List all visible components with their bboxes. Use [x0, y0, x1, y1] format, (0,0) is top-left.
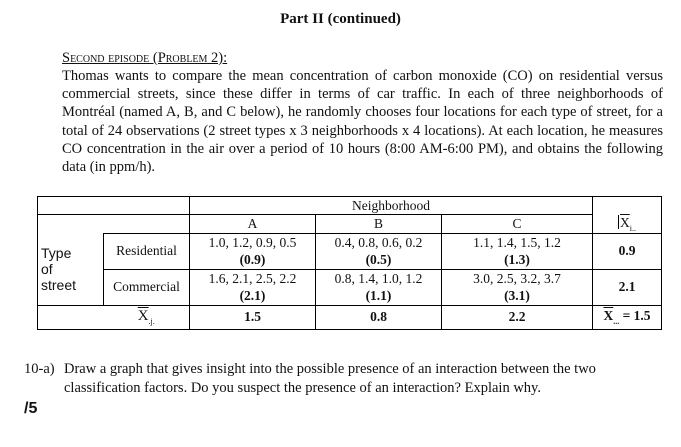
- cell-commercial-a: 1.6, 2.1, 2.5, 2.2 (2.1): [190, 269, 316, 305]
- column-header-a: A: [190, 215, 316, 234]
- score-label: /5: [24, 400, 38, 417]
- row-label-residential: Residential: [104, 233, 190, 269]
- grand-mean: $\overline{X}_{...} = 1.5$: [593, 305, 662, 329]
- row-mean-residential: 0.9: [593, 233, 662, 269]
- type-of-street-label: Type of street: [38, 233, 104, 305]
- episode-title: Second episode (Problem 2):: [62, 50, 228, 66]
- cell-residential-b: 0.4, 0.8, 0.6, 0.2 (0.5): [316, 233, 442, 269]
- cell-commercial-c: 3.0, 2.5, 3.2, 3.7 (3.1): [442, 269, 593, 305]
- column-mean-label: $\overline{X}_{.j.}$: [104, 305, 190, 329]
- part-title: Part II (continued): [280, 11, 401, 27]
- column-header-b: B: [316, 215, 442, 234]
- row-mean-commercial: 2.1: [593, 269, 662, 305]
- question-number: 10-a): [24, 361, 55, 377]
- column-mean-c: 2.2: [442, 305, 593, 329]
- column-mean-a: 1.5: [190, 305, 316, 329]
- cell-residential-a: 1.0, 1.2, 0.9, 0.5 (0.9): [190, 233, 316, 269]
- column-header-c: C: [442, 215, 593, 234]
- row-label-commercial: Commercial: [104, 269, 190, 305]
- episode-paragraph: Thomas wants to compare the mean concentration of carbon monoxide (CO) on residential versus commercial streets, since these differ in terms of car traffic. In each of three neighborhoods of Montréal (named A, B, and C below), he randomly chooses four locations for each type of street, for a total of 24 observations (2 street types x 3 neighborhoods x 4 locations). At each location, he measures CO concentration in the air over a period of 10 hours (8:00 AM-6:00 PM), and obtains the following data (in ppm/h).: [62, 68, 663, 176]
- cell-residential-c: 1.1, 1.4, 1.5, 1.2 (1.3): [442, 233, 593, 269]
- row-mean-header: $\overline{X}_{i..}$: [593, 215, 662, 234]
- neighborhood-header: Neighborhood: [190, 197, 593, 215]
- data-table: [37, 196, 662, 330]
- question-text: Draw a graph that gives insight into the possible presence of an interaction between the two classification factors. Do you suspect the presence of an interaction? Explain why.: [64, 361, 596, 396]
- column-rule-icon: [618, 215, 619, 229]
- column-mean-b: 0.8: [316, 305, 442, 329]
- cell-commercial-b: 0.8, 1.4, 1.0, 1.2 (1.1): [316, 269, 442, 305]
